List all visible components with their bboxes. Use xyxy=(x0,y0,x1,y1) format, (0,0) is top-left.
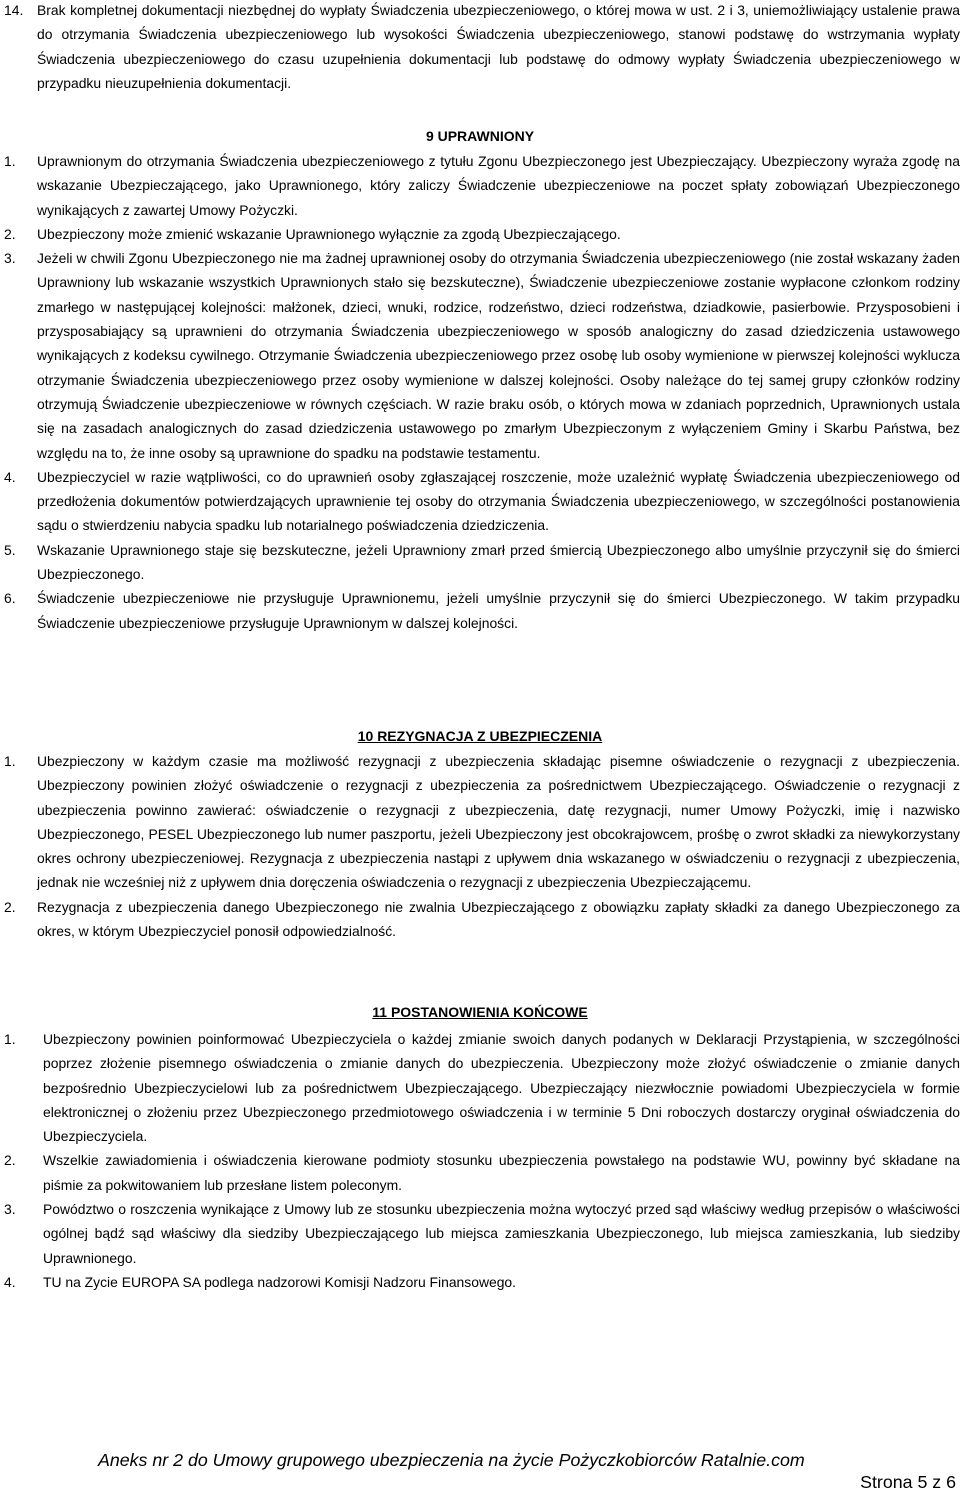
clause-item xyxy=(0,149,960,222)
clause-item xyxy=(0,1027,960,1148)
clause-number: 1. xyxy=(4,1031,16,1047)
clause-item xyxy=(0,749,960,895)
clause-number: 4. xyxy=(4,468,16,485)
section-9 xyxy=(0,124,960,148)
clause-number: 5. xyxy=(4,541,16,558)
clause-item xyxy=(0,246,960,465)
clause-item xyxy=(0,1148,960,1197)
clause-number: 2. xyxy=(4,898,16,915)
clause-item xyxy=(0,1197,960,1270)
clause-text: Brak kompletnej dokumentacji niezbędnej do wypłaty Świadczenia ubezpieczeniowego, o której mowa w ust. 2 i 3, uniemożliwiający ustalenie prawa do otrzymania Świadczenia ubezpieczeniowego lub wysokości Świadczenia ubezpieczeniowego, stanowi podstawę do wstrzymania wypłaty Świadczenia ubezpieczeniowego do czasu uzupełnienia dokumentacji lub podstawę do odmowy wypłaty Świadczenia ubezpieczeniowego w przypadku nieuzupełnienia dokumentacji. xyxy=(37,2,960,91)
clause-number: 2. xyxy=(4,225,16,242)
clause-item xyxy=(0,222,960,246)
clause-text: Wszelkie zawiadomienia i oświadczenia kierowane podmioty stosunku ubezpieczenia powstałego na podstawie WU, powinny być składane na piśmie za pokwitowaniem lub przesłane listem poleconym. xyxy=(43,1152,960,1193)
section-9-items xyxy=(0,149,960,635)
clause-number: 1. xyxy=(4,153,16,169)
clause-text: Wskazanie Uprawnionego staje się bezskuteczne, jeżeli Uprawniony zmarł przed śmiercią Ubezpieczonego albo umyślnie przyczynił się do śmierci Ubezpieczonego. xyxy=(37,541,960,583)
clause-number: 14. xyxy=(4,2,24,18)
clause-text: Uprawnionym do otrzymania Świadczenia ubezpieczeniowego z tytułu Zgonu Ubezpieczonego jest Ubezpieczający. Ubezpieczony wyraża zgodę na wskazanie Ubezpieczającego, jako Uprawnionego, który zaliczy Świadczenie ubezpieczeniowe na poczet spłaty zobowiązań Ubezpieczonego wynikających z zawartej Umowy Pożyczki. xyxy=(37,153,960,218)
section-10 xyxy=(0,724,960,748)
clause-number: 3. xyxy=(4,250,16,267)
clause-item xyxy=(0,895,960,944)
clause-number: 6. xyxy=(4,590,16,607)
clause-item xyxy=(0,538,960,587)
clause-text: Ubezpieczony w każdym czasie ma możliwość rezygnacji z ubezpieczenia składając pisemne oświadczenie o rezygnacji z ubezpieczenia. Ubezpieczony powinien złożyć oświadczenie o rezygnacji z ubezpieczenia za pośrednictwem Ubezpieczającego. Oświadczenie o rezygnacji z ubezpieczenia powinno zawierać: oświadczenie o rezygnacji z ubezpieczenia, datę rezygnacji, numer Umowy Pożyczki, imię i nazwisko Ubezpieczonego, PESEL Ubezpieczonego lub numer paszportu, jeżeli Ubezpieczony jest obcokrajowcem, prośbę o zwrot składki za niewykorzystany okres ochrony ubezpieczeniowej. Rezygnacja z ubezpieczenia nastąpi z upływem dnia wskazanego w oświadczeniu o rezygnacji z ubezpieczenia, jednak nie wcześniej niż z upływem dnia doręczenia oświadczenia o rezygnacji z ubezpieczenia Ubezpieczającemu. xyxy=(37,753,960,891)
section-heading: 9 UPRAWNIONY xyxy=(425,128,535,144)
clause-number: 1. xyxy=(4,753,16,769)
clause-item xyxy=(0,465,960,538)
footer-document-title: Aneks nr 2 do Umowy grupowego ubezpieczenia na życie Pożyczkobiorców Ratalnie.com xyxy=(98,1450,805,1470)
clause-text: Ubezpieczony powinien poinformować Ubezpieczyciela o każdej zmianie swoich danych podanych w Deklaracji Przystąpienia, w szczególności poprzez złożenie pisemnego oświadczenia o zmianie danych do ubezpieczenia. Ubezpieczony może złożyć oświadczenie o zmianie danych bezpośrednio Ubezpieczycielowi lub za pośrednictwem Ubezpieczającego. Ubezpieczający niezwłocznie powiadomi Ubezpieczyciela w formie elektronicznej o złożeniu przez Ubezpieczonego przedmiotowego oświadczenia i w terminie 5 Dni roboczych dostarczy oryginał oświadczenia do Ubezpieczyciela. xyxy=(43,1031,960,1145)
clause-text: Rezygnacja z ubezpieczenia danego Ubezpieczonego nie zwalnia Ubezpieczającego z obowiązku zapłaty składki za danego Ubezpieczonego za okres, w którym Ubezpieczyciel ponosił odpowiedzialność. xyxy=(37,898,960,940)
clause-number: 2. xyxy=(4,1152,16,1169)
clause-text: Świadczenie ubezpieczeniowe nie przysługuje Uprawnionemu, jeżeli umyślnie przyczynił się do śmierci Ubezpieczonego. W takim przypadku Świadczenie ubezpieczeniowe przysługuje Uprawnionym w dalszej kolejności. xyxy=(37,590,960,631)
clause-text: TU na Zycie EUROPA SA podlega nadzorowi Komisji Nadzoru Finansowego. xyxy=(43,1273,517,1290)
section-8-continuation xyxy=(0,0,960,95)
clause-item xyxy=(0,1270,960,1294)
section-10-items xyxy=(0,749,960,943)
section-heading: 10 REZYGNACJA Z UBEZPIECZENIA xyxy=(357,728,603,744)
clause-number: 3. xyxy=(4,1201,16,1218)
clause-text: Jeżeli w chwili Zgonu Ubezpieczonego nie ma żadnej uprawnionej osoby do otrzymania Świadczenia ubezpieczeniowego (nie został wskazany żaden Uprawniony lub wskazanie wszystkich Uprawnionych stało się bezskuteczne), Świadczenie ubezpieczeniowe zostanie wypłacone członkom rodziny zmarłego w następującej kolejności: małżonek, dzieci, wnuki, rodzice, rodzeństwo, dzieci rodzeństwa, dziadkowie, pasierbowie. Przysposobieni i przysposabiający są uprawnieni do otrzymania Świadczenia ubezpieczeniowego w sposób analogiczny do zasad dziedziczenia ustawowego wynikających z kodeksu cywilnego. Otrzymanie Świadczenia ubezpieczeniowego przez osobę lub osoby wymienione w pierwszej kolejności wyklucza otrzymanie Świadczenia ubezpieczeniowego przez osoby wymienione w dalszej kolejności. Osoby należące do tej samej grupy członków rodziny otrzymują Świadczenie ubezpieczeniowe w równych częściach. W razie braku osób, o których mowa w zdaniach poprzednich, Uprawnionych ustala się na zasadach analogicznych do zasad dziedziczenia ustawowego po zmarłym Ubezpieczonym z wyłączeniem Gminy i Skarbu Państwa, bez względu na to, że inne osoby są uprawnione do spadku na podstawie testamentu. xyxy=(37,250,960,461)
clause-item xyxy=(0,586,960,635)
clause-text: Ubezpieczyciel w razie wątpliwości, co do uprawnień osoby zgłaszającej roszczenie, może uzależnić wypłatę Świadczenia ubezpieczeniowego od przedłożenia dokumentów potwierdzających uprawnienie tej osoby do otrzymania Świadczenia ubezpieczeniowego, w szczególności postanowienia sądu o stwierdzeniu nabycia spadku lub notarialnego poświadczenia dziedziczenia. xyxy=(37,468,960,534)
section-heading: 11 POSTANOWIENIA KOŃCOWE xyxy=(372,1004,588,1020)
clause-item xyxy=(0,0,960,95)
section-11 xyxy=(0,1000,960,1024)
clause-number: 4. xyxy=(4,1273,16,1290)
clause-text: Ubezpieczony może zmienić wskazanie Uprawnionego wyłącznie za zgodą Ubezpieczającego. xyxy=(37,225,621,242)
footer-page-number: Strona 5 z 6 xyxy=(860,1472,956,1492)
section-11-items xyxy=(0,1027,960,1294)
clause-text: Powództwo o roszczenia wynikające z Umowy lub ze stosunku ubezpieczenia można wytoczyć przed sąd właściwy według przepisów o właściwości ogólnej bądź sąd właściwy dla siedziby Ubezpieczającego lub miejsca zamieszkania Ubezpieczonego, lub miejsca zamieszkania, lub siedziby Uprawnionego. xyxy=(43,1201,960,1266)
